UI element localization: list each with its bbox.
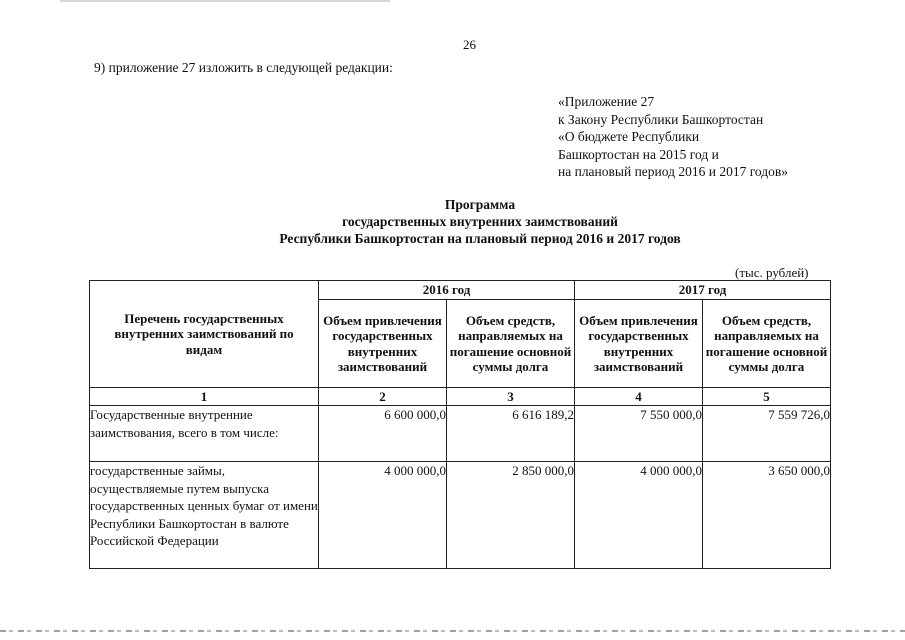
column-number-row bbox=[90, 388, 831, 406]
appendix-header bbox=[558, 93, 788, 181]
table-header-row bbox=[90, 281, 831, 300]
column-number: 3 bbox=[447, 388, 575, 406]
scan-artifact-bottom bbox=[0, 630, 905, 632]
borrowing-program-table bbox=[89, 280, 831, 569]
table-row bbox=[90, 462, 831, 569]
header-year-2016: 2016 год bbox=[319, 281, 575, 300]
header-repay-2017: Объем средств, направляемых на погашение основной суммы долга bbox=[703, 300, 831, 388]
appendix-line: на плановый период 2016 и 2017 годов» bbox=[558, 164, 789, 179]
column-number: 1 bbox=[90, 388, 319, 406]
column-number: 2 bbox=[319, 388, 447, 406]
header-attract-2016: Объем привлечения государственных внутренних заимствований bbox=[319, 300, 447, 388]
value-repay-2016: 6 616 189,2 bbox=[447, 406, 575, 462]
scan-artifact-top bbox=[60, 0, 390, 2]
intro-paragraph: 9) приложение 27 изложить в следующей редакции: bbox=[94, 60, 393, 75]
header-year-2017: 2017 год bbox=[575, 281, 831, 300]
table-row bbox=[90, 406, 831, 462]
header-repay-2016: Объем средств, направляемых на погашение основной суммы долга bbox=[447, 300, 575, 388]
value-repay-2016: 2 850 000,0 bbox=[447, 462, 575, 569]
page-number: 26 bbox=[463, 37, 476, 52]
title-line: государственных внутренних заимствований bbox=[342, 214, 618, 229]
units-note: (тыс. рублей) bbox=[735, 265, 809, 280]
value-attract-2017: 7 550 000,0 bbox=[575, 406, 703, 462]
row-description: Государственные внутренние заимствования, всего в том числе: bbox=[90, 406, 319, 462]
appendix-line: «Приложение 27 bbox=[558, 94, 655, 109]
title-line: Республики Башкортостан на плановый период 2016 и 2017 годов bbox=[279, 231, 681, 246]
value-attract-2017: 4 000 000,0 bbox=[575, 462, 703, 569]
header-attract-2017: Объем привлечения государственных внутренних заимствований bbox=[575, 300, 703, 388]
value-repay-2017: 3 650 000,0 bbox=[703, 462, 831, 569]
appendix-line: к Закону Республики Башкортостан bbox=[558, 111, 764, 127]
title-line: Программа bbox=[444, 197, 516, 212]
column-number: 4 bbox=[575, 388, 703, 406]
header-borrowing-types: Перечень государственных внутренних заимствований по видам bbox=[90, 281, 319, 388]
row-description: государственные займы, осуществляемые путем выпуска государственных ценных бумаг от имени Республики Башкортостан в валюте Российской Федерации bbox=[90, 462, 319, 569]
value-attract-2016: 6 600 000,0 bbox=[319, 406, 447, 462]
value-repay-2017: 7 559 726,0 bbox=[703, 406, 831, 462]
appendix-line: Башкортостан на 2015 год и bbox=[558, 146, 719, 162]
appendix-line: «О бюджете Республики bbox=[558, 129, 700, 144]
column-number: 5 bbox=[703, 388, 831, 406]
value-attract-2016: 4 000 000,0 bbox=[319, 462, 447, 569]
document-title bbox=[200, 196, 760, 247]
